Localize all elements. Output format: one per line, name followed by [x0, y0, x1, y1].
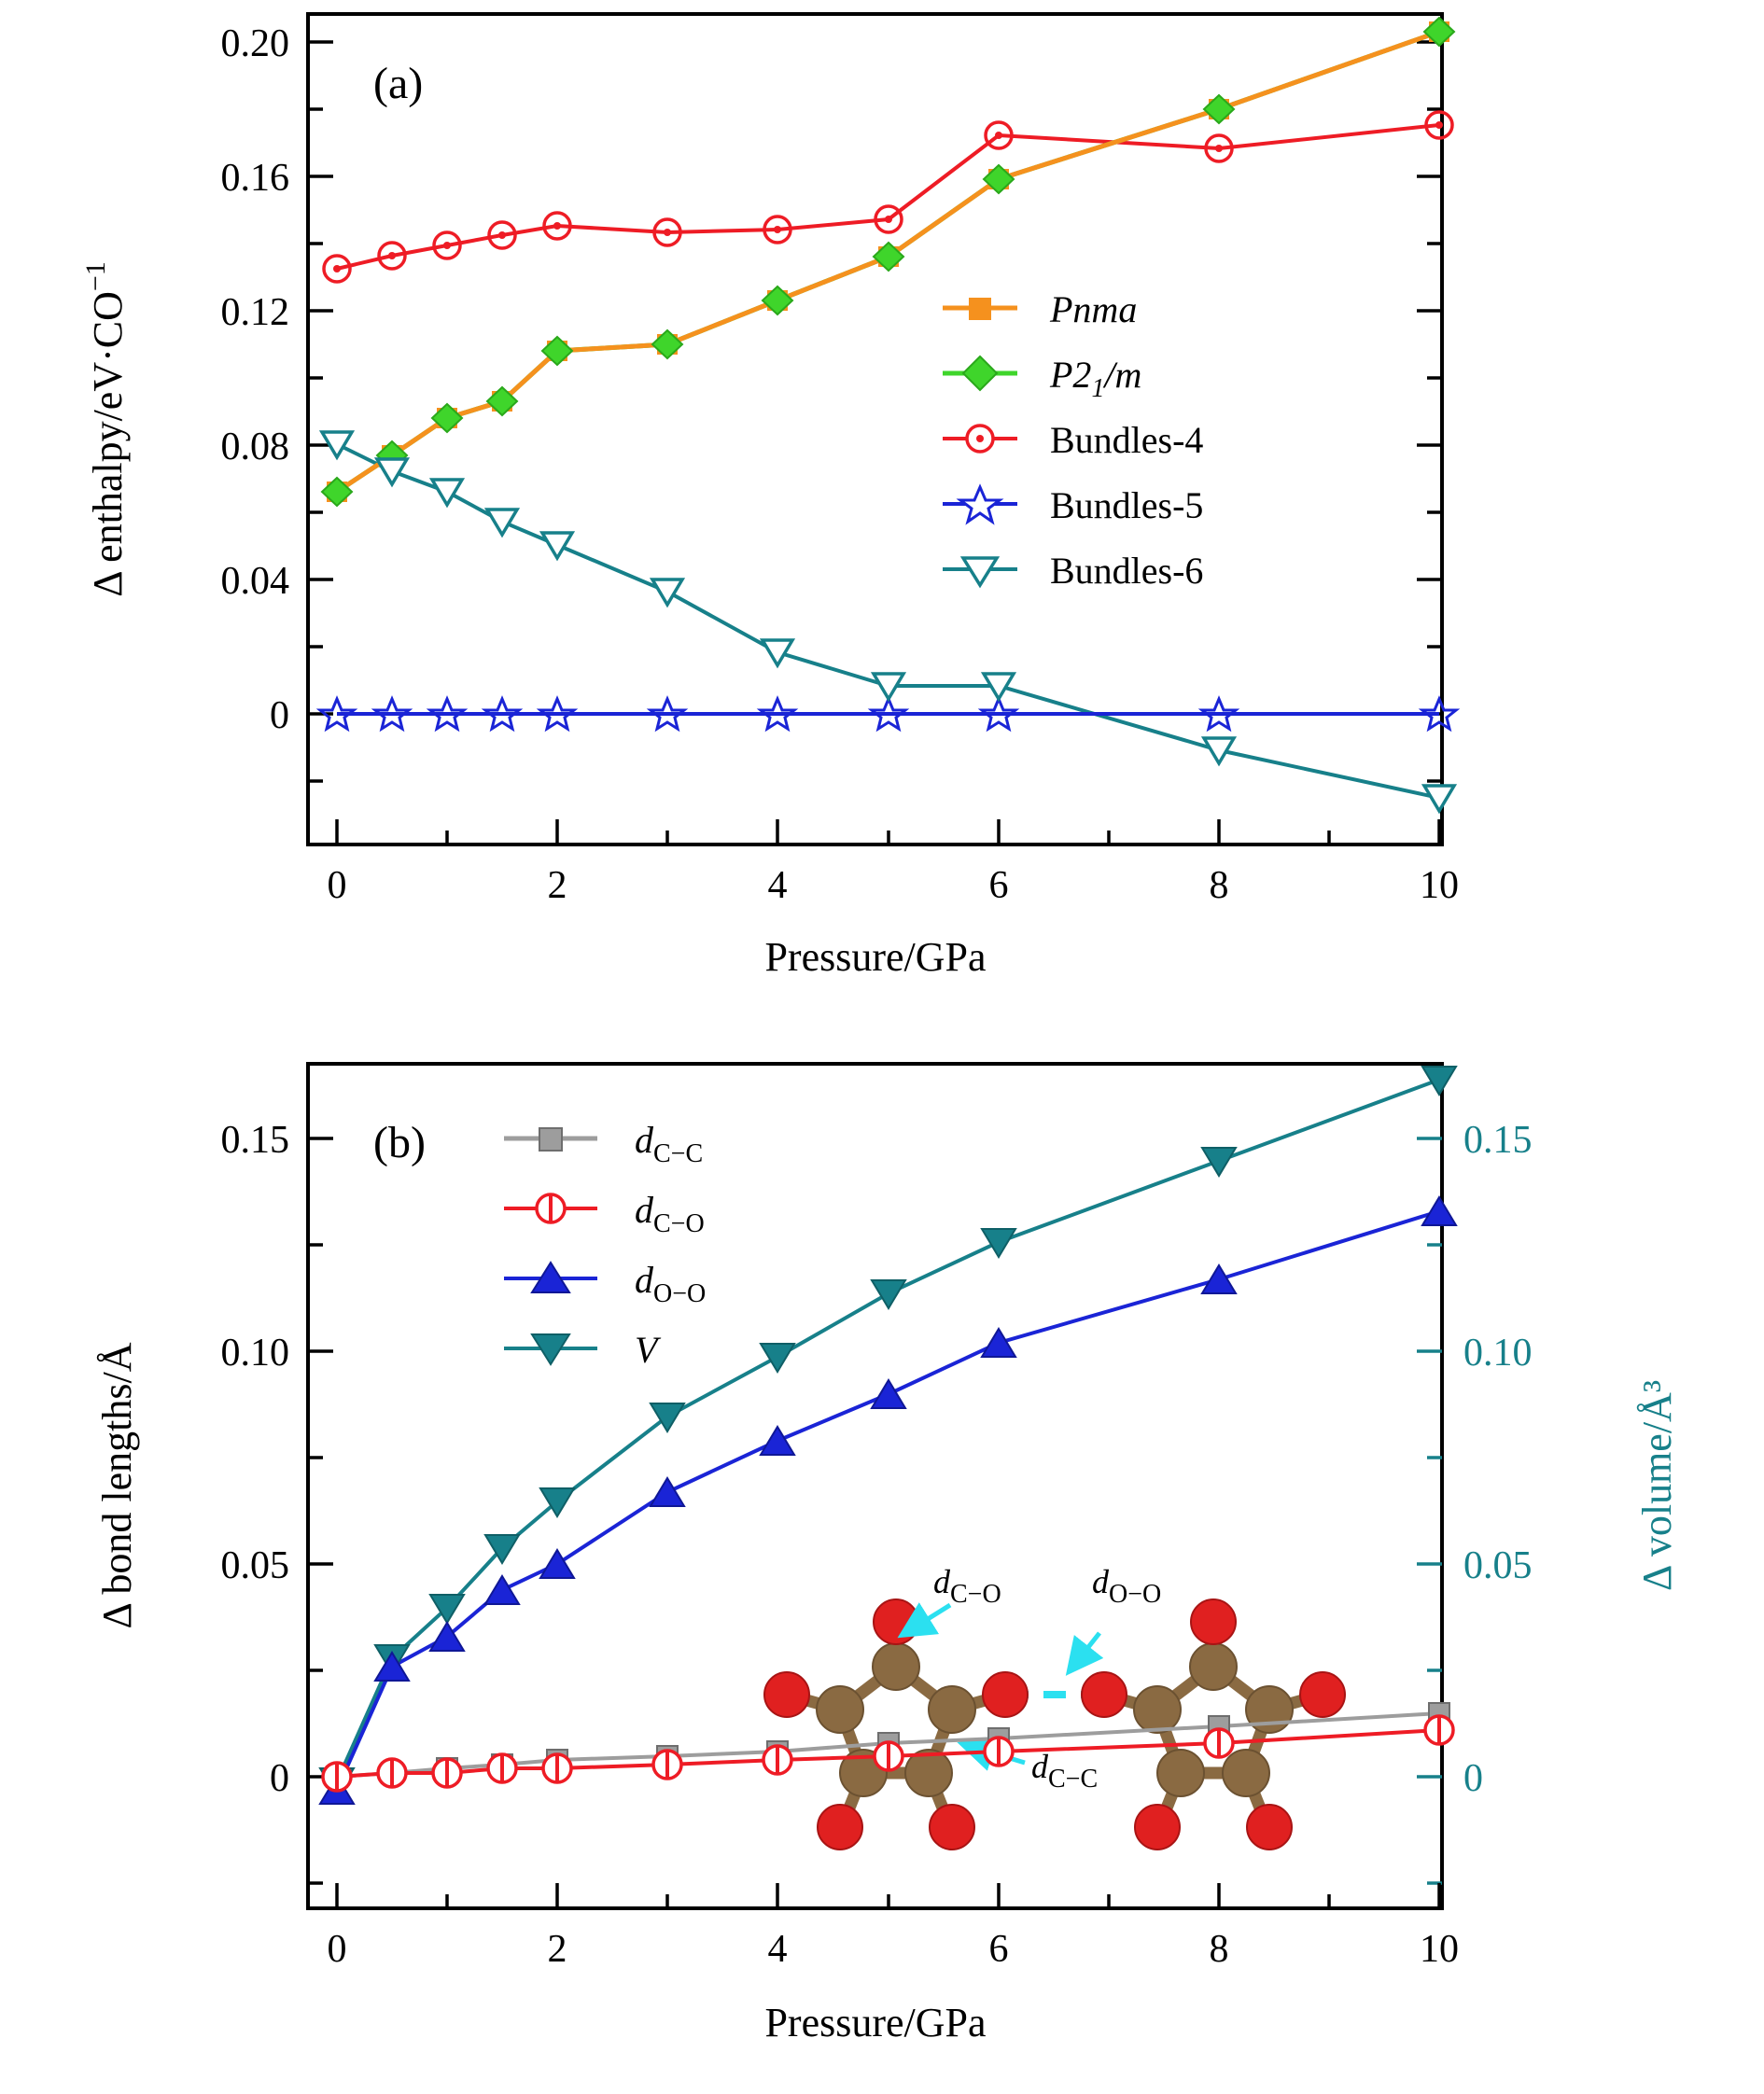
y-tick-label-b-3: 0	[270, 1757, 289, 1800]
legend-a-label-pnma: Pnma	[1050, 288, 1138, 330]
y-axis-label-a	[80, 261, 131, 597]
y-tick-label-a-1: 0.16	[220, 157, 289, 200]
annotation-label-dco: $d_{C-O}$	[933, 1563, 1001, 1609]
y-axis-label-b	[94, 1342, 140, 1628]
legend-a-label-bundles-5: Bundles-5	[1050, 484, 1204, 526]
legend-a-label-bundles-6: Bundles-6	[1050, 550, 1204, 592]
y-axis-label-a-main: Δ enthalpy/eV·CO	[85, 291, 131, 597]
svg-text:Δ bond lengths/Å: Δ bond lengths/Å	[94, 1342, 140, 1629]
y-tick-label-b-right-0: 0.15	[1463, 1119, 1533, 1162]
y-tick-label-a-5: 0	[270, 694, 289, 737]
annotation-label-dcc: $d_{C-C}$	[1031, 1748, 1099, 1794]
x-tick-label-b-4: 8	[1209, 1928, 1229, 1971]
y-tick-label-b-right-2: 0.05	[1463, 1544, 1533, 1587]
x-axis-label-b: Pressure/GPa	[764, 2000, 987, 2045]
y-axis-label-b-right	[1634, 1380, 1680, 1591]
y-axis-label-a-sup: −1	[80, 261, 111, 292]
x-tick-label-b-0: 0	[327, 1928, 347, 1971]
panel-a-svg	[0, 0, 1764, 1036]
y-tick-label-a-0: 0.20	[220, 22, 289, 65]
svg-text:Δ enthalpy/eV·CO−1	[80, 261, 131, 597]
chart-panel-a	[0, 0, 1764, 1036]
x-axis-label-a: Pressure/GPa	[764, 934, 987, 980]
x-tick-label-a-2: 4	[767, 864, 788, 907]
x-tick-label-a-1: 2	[547, 864, 567, 907]
chart-panel-b	[0, 1036, 1764, 2094]
y-tick-label-b-right-1: 0.10	[1463, 1332, 1533, 1375]
plot-frame-a	[308, 14, 1442, 845]
x-tick-label-a-0: 0	[327, 864, 347, 907]
y-tick-label-a-2: 0.12	[220, 291, 289, 334]
annotation-label-doo: $d_{O-O}$	[1092, 1563, 1162, 1609]
panel-b-svg	[0, 1036, 1764, 2094]
legend-b-label-doo: $d_{O-O}$	[635, 1259, 707, 1308]
legend-b-label-dco: $d_{C-O}$	[635, 1189, 705, 1238]
y-tick-label-b-2: 0.05	[220, 1544, 289, 1587]
x-tick-label-b-1: 2	[547, 1928, 567, 1971]
y-tick-label-b-right-3: 0	[1463, 1757, 1483, 1800]
legend-b-label-dcc: $d_{C-C}$	[635, 1119, 704, 1168]
y-tick-label-b-0: 0.15	[220, 1119, 289, 1162]
x-tick-label-b-5: 10	[1420, 1928, 1459, 1971]
legend-a-label-p21m: $P2_1/m$	[1050, 354, 1142, 403]
svg-text:Δ volume/Å³: Δ volume/Å³	[1634, 1379, 1680, 1592]
y-tick-label-b-1: 0.10	[220, 1332, 289, 1375]
x-tick-label-b-2: 4	[767, 1928, 788, 1971]
x-tick-label-a-3: 6	[988, 864, 1009, 907]
legend-b-label-v: V	[635, 1329, 658, 1371]
panel-a-tag: (a)	[373, 59, 424, 108]
x-tick-label-a-5: 10	[1420, 864, 1459, 907]
panel-b-tag: (b)	[373, 1118, 426, 1167]
x-tick-label-b-3: 6	[988, 1928, 1009, 1971]
legend-b-marker-dcc	[539, 1128, 562, 1151]
y-tick-label-a-3: 0.08	[220, 426, 289, 468]
legend-a-label-bundles-4: Bundles-4	[1050, 419, 1204, 461]
y-tick-label-a-4: 0.04	[220, 560, 289, 603]
legend-a-marker-pnma	[969, 298, 991, 320]
x-tick-label-a-4: 8	[1209, 864, 1229, 907]
legend-a-marker-dot-bundles-4	[976, 435, 984, 442]
